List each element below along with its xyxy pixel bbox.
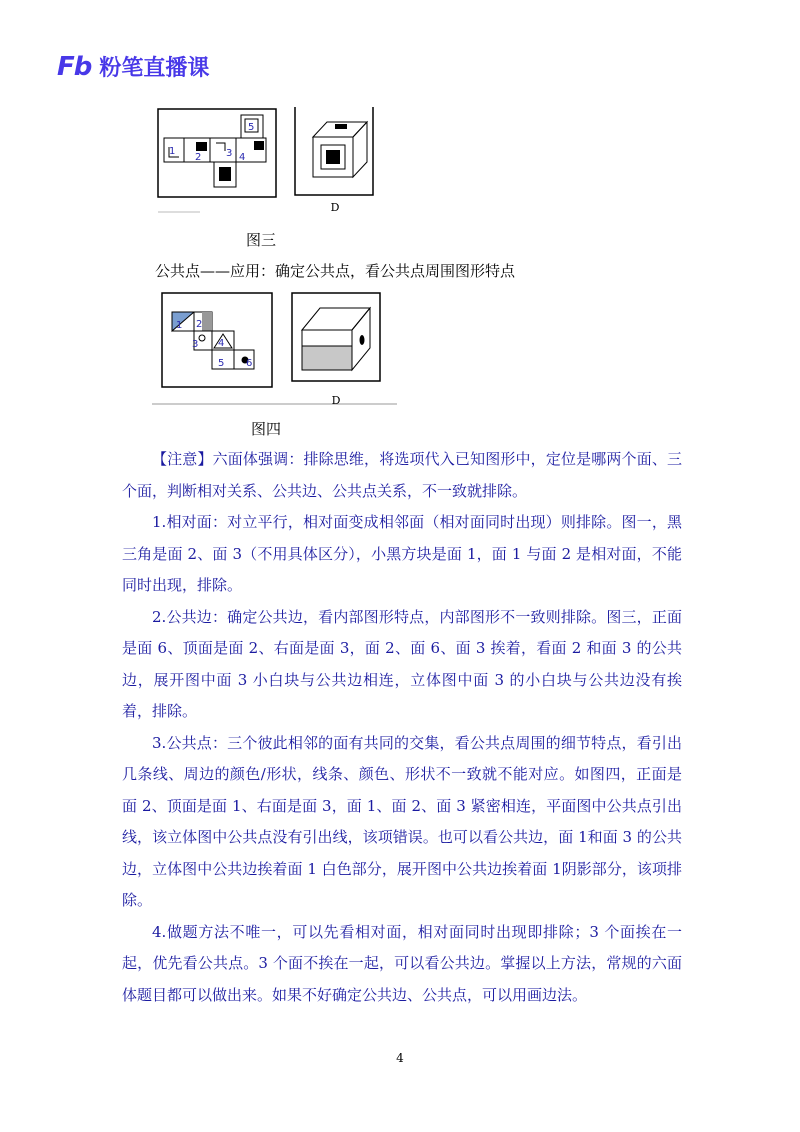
figure-4-option-label: D [331, 394, 341, 407]
notes-block [122, 444, 682, 1011]
figure-4-face-1: 1 [176, 320, 183, 331]
logo-text: 粉笔直播课 [99, 56, 210, 81]
figure-4-face-4: 4 [218, 338, 225, 349]
figure-4 [152, 290, 402, 414]
figure-4-face-5: 5 [218, 358, 225, 369]
figure-3-option-label: D [330, 201, 340, 214]
note-common-vertex: 3.公共点：三个彼此相邻的面有共同的交集，看公共点周围的细节特点，看引出几条线、周边的颜色/形状，线条、颜色、形状不一致就不能对应。如图四，正面是面 2、顶面是面 1、右面是面 3，面 1、面 2、面 3 紧密相连，平面图中公共点引出线，该立体图中公共点没有引出线，该项错误。也可以看公共边，面 1和面 3 的公共边，立体图中公共边挨着面 1 白色部分，展开图中公共边挨着面 1阴影部分，该项排除。 [122, 733, 682, 909]
figure-3-face-5: 5 [248, 122, 255, 133]
figure-3-graphic [155, 107, 380, 217]
figure-3-face-4: 4 [239, 152, 246, 163]
figure-4-caption: 图四 [251, 420, 282, 438]
page-number: 4 [396, 1051, 404, 1065]
vertex-application-heading: 公共点——应用：确定公共点，看公共点周围图形特点 [155, 262, 516, 280]
figure-4-graphic [152, 290, 402, 410]
figure-4-face-2: 2 [196, 319, 203, 330]
logo-mark: Fb [57, 51, 92, 82]
figure-3-face-3: 3 [226, 148, 233, 159]
note-method-summary: 4.做题方法不唯一，可以先看相对面，相对面同时出现即排除；3 个面挨在一起，优先看公共点。3 个面不挨在一起，可以看公共边。掌握以上方法，常规的六面体题目都可以做出来。如果不好确定公共边、公共点，可以用画边法。 [122, 922, 682, 1004]
notes-intro: 【注意】六面体强调：排除思维，将选项代入已知图形中，定位是哪两个面、三个面，判断相对关系、公共边、公共点关系，不一致就排除。 [122, 450, 682, 500]
figure-3-face-1: 1 [169, 146, 176, 157]
note-opposite-faces: 1.相对面：对立平行，相对面变成相邻面（相对面同时出现）则排除。图一，黑三角是面 2、面 3（不用具体区分），小黑方块是面 1，面 1 与面 2 是相对面，不能同时出现，排除。 [122, 513, 682, 594]
figure-3 [155, 107, 380, 221]
figure-3-caption: 图三 [246, 231, 277, 249]
figure-4-face-6: 6 [246, 358, 253, 369]
figure-4-face-3: 3 [192, 339, 199, 350]
note-common-edge: 2.公共边：确定公共边，看内部图形特点，内部图形不一致则排除。图三，正面是面 6、顶面是面 2、右面是面 3，面 2、面 6、面 3 挨着，看面 2 和面 3 的公共边，展开图中面 3 小白块与公共边相连，立体图中面 3 的小白块与公共边没有挨着，排除。 [122, 607, 682, 720]
brand-logo [57, 51, 209, 82]
figure-3-face-2: 2 [195, 152, 202, 163]
